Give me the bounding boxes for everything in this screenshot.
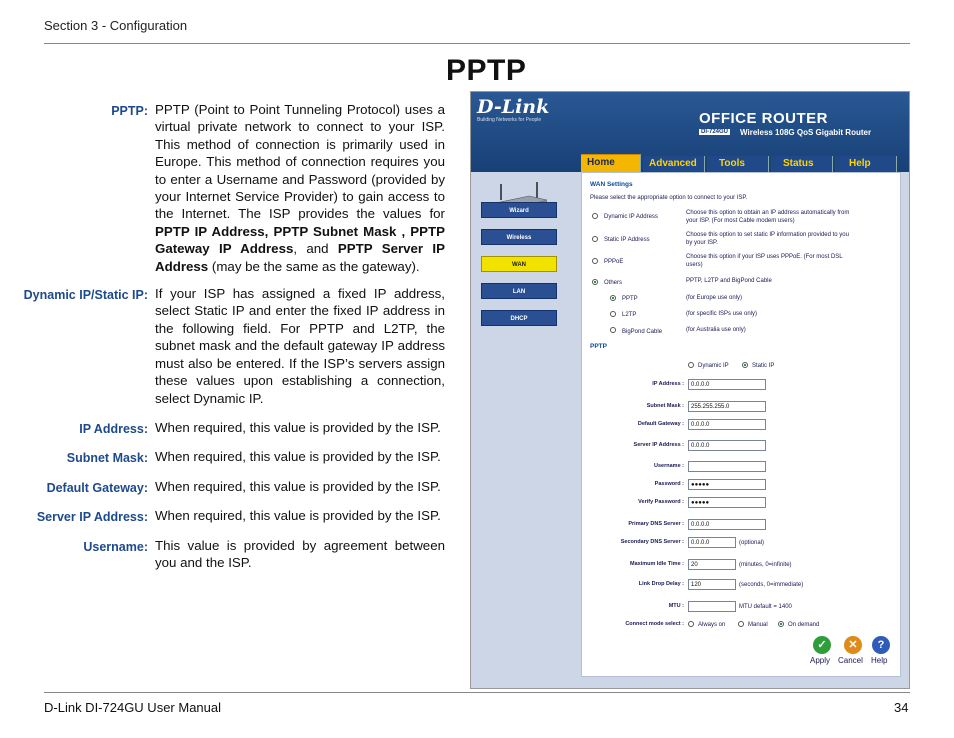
field-input[interactable] (688, 601, 736, 612)
field-label: Server IP Address : (633, 442, 684, 448)
definition-term: Username: (83, 539, 148, 554)
field-label: Maximum Idle Time : (630, 561, 684, 567)
tab-help[interactable]: Help (835, 156, 897, 172)
field-input[interactable]: ●●●●● (688, 479, 766, 490)
field-label: Primary DNS Server : (628, 521, 684, 527)
option-pppoe-desc2: users) (686, 262, 703, 268)
page-title: PPTP (446, 54, 527, 87)
nav-dhcp[interactable]: DHCP (481, 310, 557, 326)
apply-button[interactable]: Apply (810, 656, 831, 665)
option-others: Others (604, 280, 623, 286)
field-label: Verify Password : (638, 499, 684, 505)
field-label: Secondary DNS Server : (620, 539, 684, 545)
definition-term: Dynamic IP/Static IP: (23, 288, 148, 303)
radio-pptp[interactable] (610, 295, 616, 301)
tab-home[interactable]: Home (581, 154, 641, 172)
field-label: Password : (654, 481, 684, 487)
field-input[interactable]: ●●●●● (688, 497, 766, 508)
radio-pppoe[interactable] (592, 258, 598, 264)
radio-manual[interactable] (738, 621, 744, 627)
radio-pptp-dynamic[interactable] (688, 362, 694, 368)
definition-text: This value is provided by agreement between you and the ISP. (155, 537, 445, 570)
wan-prompt: Please select the appropriate option to connect to your ISP. (590, 195, 748, 201)
option-dynamic-ip: Dynamic IP Address (604, 214, 658, 220)
product-name: OFFICE ROUTER (699, 110, 828, 127)
definition-item (0, 285, 450, 407)
field-input[interactable]: 0.0.0.0 (688, 440, 766, 451)
field-label: IP Address : (652, 381, 684, 387)
nav-wizard[interactable]: Wizard (481, 202, 557, 218)
cancel-button[interactable]: Cancel (838, 656, 863, 665)
radio-dynamic-ip[interactable] (592, 213, 598, 219)
page-number: 34 (894, 700, 909, 715)
cancel-x-icon[interactable]: ✕ (844, 636, 862, 654)
wan-settings-panel (581, 172, 901, 677)
field-input[interactable]: 0.0.0.0 (688, 519, 766, 530)
sub-option-l2tp-desc: (for specific ISPs use only) (686, 311, 758, 317)
definition-item (0, 537, 450, 572)
model-badge: DI-724GU (701, 129, 729, 135)
radio-pptp-static[interactable] (742, 362, 748, 368)
radio-others[interactable] (592, 279, 598, 285)
header-rule (44, 43, 910, 44)
definition-text: When required, this value is provided by the ISP. (155, 419, 441, 435)
footer-rule (44, 692, 910, 693)
connect-always-on: Always on (698, 622, 726, 628)
field-note: (minutes, 0=infinite) (739, 562, 792, 568)
field-label: Link Drop Delay : (638, 581, 684, 587)
radio-always-on[interactable] (688, 621, 694, 627)
definition-list (0, 101, 450, 581)
router-screenshot (470, 91, 910, 689)
footer-manual-title: D-Link DI-724GU User Manual (44, 700, 222, 715)
help-button[interactable]: Help (871, 656, 888, 665)
option-pppoe: PPPoE (604, 259, 624, 265)
nav-lan[interactable]: LAN (481, 283, 557, 299)
sub-option-pptp-desc: (for Europe use only) (686, 295, 743, 301)
connect-mode-label: Connect mode select : (625, 621, 684, 627)
sub-option-bigpond: BigPond Cable (622, 329, 663, 335)
sub-option-l2tp: L2TP (622, 312, 637, 318)
definition-term: Default Gateway: (46, 480, 148, 495)
field-input[interactable]: 255.255.255.0 (688, 401, 766, 412)
field-note: (seconds, 0=immediate) (739, 582, 804, 588)
tab-advanced[interactable]: Advanced (643, 156, 705, 172)
pptp-section-title: PPTP (590, 343, 607, 350)
field-label: Default Gateway : (637, 421, 684, 427)
definition-text: When required, this value is provided by the ISP. (155, 449, 441, 465)
wan-settings-title: WAN Settings (590, 181, 633, 188)
definition-item (0, 478, 450, 495)
field-input[interactable]: 0.0.0.0 (688, 537, 736, 548)
sub-option-pptp: PPTP (622, 296, 638, 302)
pptp-static-label: Static IP (752, 363, 775, 369)
radio-bigpond[interactable] (610, 327, 616, 333)
section-header: Section 3 - Configuration (44, 18, 188, 33)
field-input[interactable]: 20 (688, 559, 736, 570)
field-label: Username : (654, 463, 684, 469)
radio-on-demand[interactable] (778, 621, 784, 627)
sub-option-bigpond-desc: (for Australia use only) (686, 327, 746, 333)
option-pppoe-desc1: Choose this option if your ISP uses PPPoE. (For most DSL (686, 254, 843, 260)
pptp-dynamic-label: Dynamic IP (698, 363, 729, 369)
field-input[interactable]: 0.0.0.0 (688, 379, 766, 390)
option-others-desc: PPTP, L2TP and BigPond Cable (686, 278, 772, 284)
definition-item (0, 419, 450, 436)
field-label: Subnet Mask : (646, 403, 684, 409)
option-dynamic-desc1: Choose this option to obtain an IP address automatically from (686, 210, 850, 216)
top-tabs (581, 154, 901, 172)
definition-item (0, 101, 450, 275)
connect-on-demand: On demand (788, 622, 820, 628)
router-sidebar (471, 172, 571, 689)
option-dynamic-desc2: your ISP. (For most Cable modem users) (686, 218, 795, 224)
nav-wan[interactable]: WAN (481, 256, 557, 272)
dlink-logo: D-Link (477, 96, 550, 118)
definition-text: PPTP (Point to Point Tunneling Protocol) uses a virtual private network to connect to your ISP. This method of connection is primarily used in Europe. This method of connection requires you to enter a Username and Password (provided by your Internet Service Provider) to gain access to the Internet. The ISP provides the values for PPTP IP Address, PPTP Subnet Mask , PPTP Gateway IP Address, and PPTP Server IP Address (may be the same as the gateway). (155, 102, 445, 274)
definition-term: IP Address: (79, 421, 148, 436)
option-static-ip: Static IP Address (604, 237, 650, 243)
tab-tools[interactable]: Tools (707, 156, 769, 172)
definition-text: When required, this value is provided by the ISP. (155, 478, 441, 494)
nav-wireless[interactable]: Wireless (481, 229, 557, 245)
tab-status[interactable]: Status (771, 156, 833, 172)
connect-manual: Manual (748, 622, 768, 628)
definition-text: If your ISP has assigned a fixed IP address, select Static IP and enter the fixed IP address in the following field. For PPTP and L2TP, the subnet mask and the default gateway IP address must also be entered. If the ISP’s servers assign these values upon establishing a connection, select Dynamic IP. (155, 286, 445, 406)
help-question-icon[interactable]: ? (872, 636, 890, 654)
field-input[interactable] (688, 461, 766, 472)
definition-term: Server IP Address: (36, 510, 148, 525)
option-static-desc2: by your ISP. (686, 240, 718, 246)
definition-term: PPTP: (111, 104, 148, 118)
definition-item (0, 448, 450, 465)
field-input[interactable]: 120 (688, 579, 736, 590)
definition-text: When required, this value is provided by the ISP. (155, 508, 441, 524)
radio-static-ip[interactable] (592, 236, 598, 242)
field-note: (optional) (739, 540, 765, 546)
definition-term: Subnet Mask: (66, 451, 148, 466)
logo-tagline: Building Networks for People (477, 117, 542, 123)
apply-check-icon[interactable]: ✓ (813, 636, 831, 654)
field-note: MTU default = 1400 (739, 604, 792, 610)
definition-item (0, 507, 450, 524)
model-description: Wireless 108G QoS Gigabit Router (740, 128, 872, 137)
field-label: MTU : (668, 603, 684, 609)
field-input[interactable]: 0.0.0.0 (688, 419, 766, 430)
option-static-desc1: Choose this option to set static IP information provided to you (686, 232, 849, 238)
radio-l2tp[interactable] (610, 311, 616, 317)
